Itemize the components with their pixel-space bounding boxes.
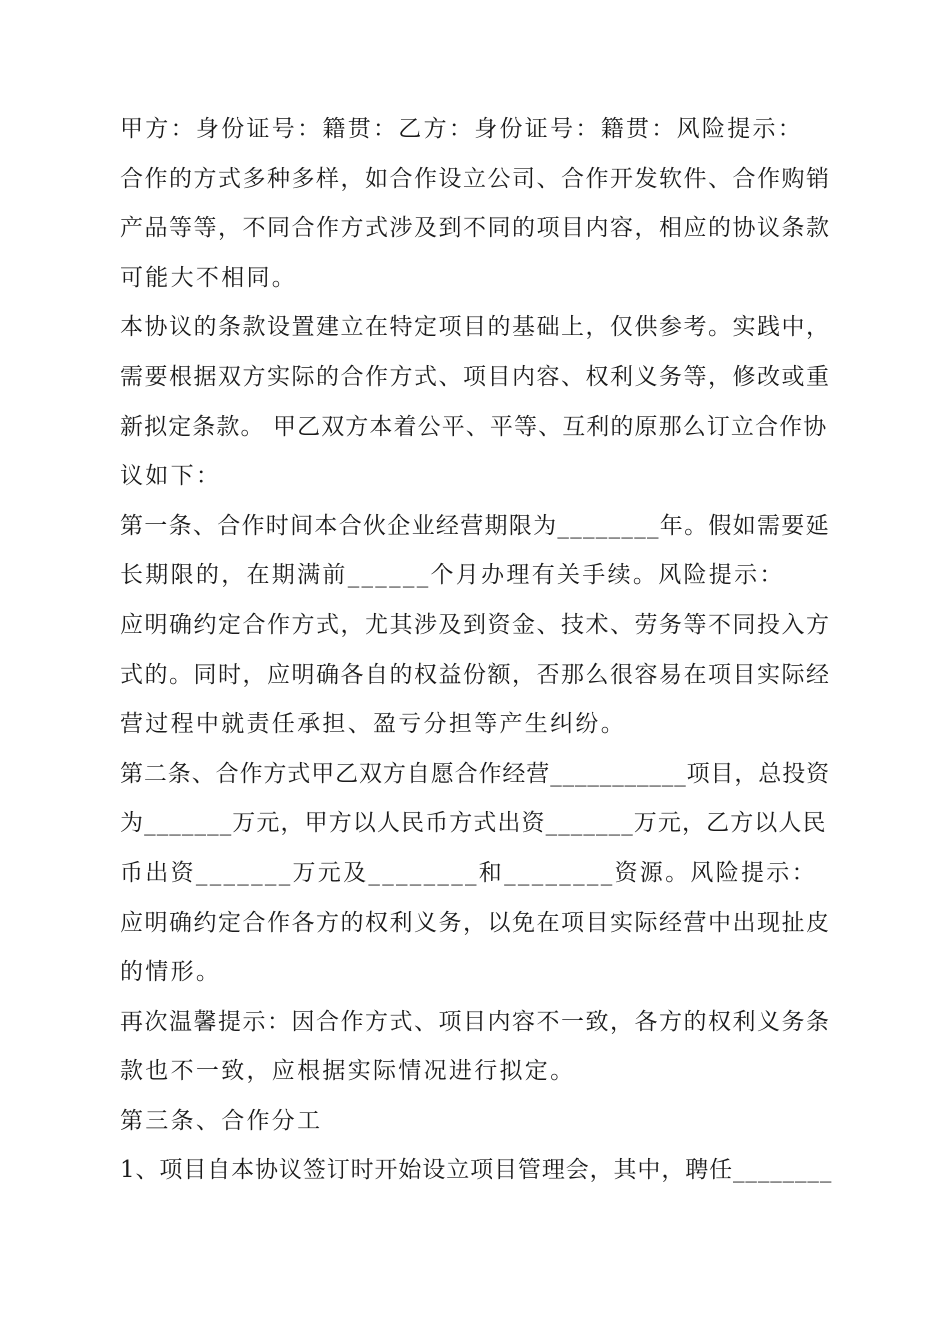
document-body (120, 105, 832, 1196)
text-line: 款也不一致，应根据实际情况进行拟定。 (120, 1058, 576, 1085)
text-line: 应明确约定合作各方的权利义务，以免在项目实际经营中出现扯皮 (120, 909, 831, 936)
text-line: 第一条、合作时间本合伙企业经营期限为________年。假如需要延 (120, 512, 830, 539)
text-line: 议如下： (120, 463, 222, 490)
text-line: 应明确约定合作方式，尤其涉及到资金、技术、劳务等不同投入方 (120, 611, 831, 638)
text-line: 营过程中就责任承担、盈亏分担等产生纠纷。 (120, 711, 626, 738)
text-line: 式的。同时，应明确各自的权益份额，否那么很容易在项目实际经 (120, 661, 831, 688)
text-line: 币出资_______万元及________和________资源。风险提示： (120, 859, 817, 886)
text-line: 的情形。 (120, 959, 222, 986)
text-line: 再次温馨提示：因合作方式、项目内容不一致，各方的权利义务条 (120, 1008, 831, 1035)
text-line: 合作的方式多种多样，如合作设立公司、合作开发软件、合作购销 (120, 165, 831, 192)
text-line: 可能大不相同。 (120, 264, 298, 291)
text-line: 1、项目自本协议签订时开始设立项目管理会，其中，聘任________ (120, 1157, 833, 1184)
text-line: 甲方：身份证号：籍贯：乙方：身份证号：籍贯：风险提示： (120, 116, 804, 142)
text-line: 新拟定条款。 甲乙双方本着公平、平等、互利的原那么订立合作协 (120, 413, 828, 440)
text-line: 本协议的条款设置建立在特定项目的基础上，仅供参考。实践中， (120, 314, 831, 341)
text-line: 第二条、合作方式甲乙双方自愿合作经营___________项目，总投资 (120, 760, 830, 787)
text-line: 第三条、合作分工 (120, 1107, 323, 1134)
text-line: 长期限的，在期满前______个月办理有关手续。风险提示： (120, 562, 785, 589)
text-line: 为_______万元，甲方以人民币方式出资_______万元，乙方以人民 (120, 810, 827, 837)
text-line: 产品等等，不同合作方式涉及到不同的项目内容，相应的协议条款 (120, 215, 831, 242)
text-line: 需要根据双方实际的合作方式、项目内容、权利义务等，修改或重 (120, 363, 831, 390)
